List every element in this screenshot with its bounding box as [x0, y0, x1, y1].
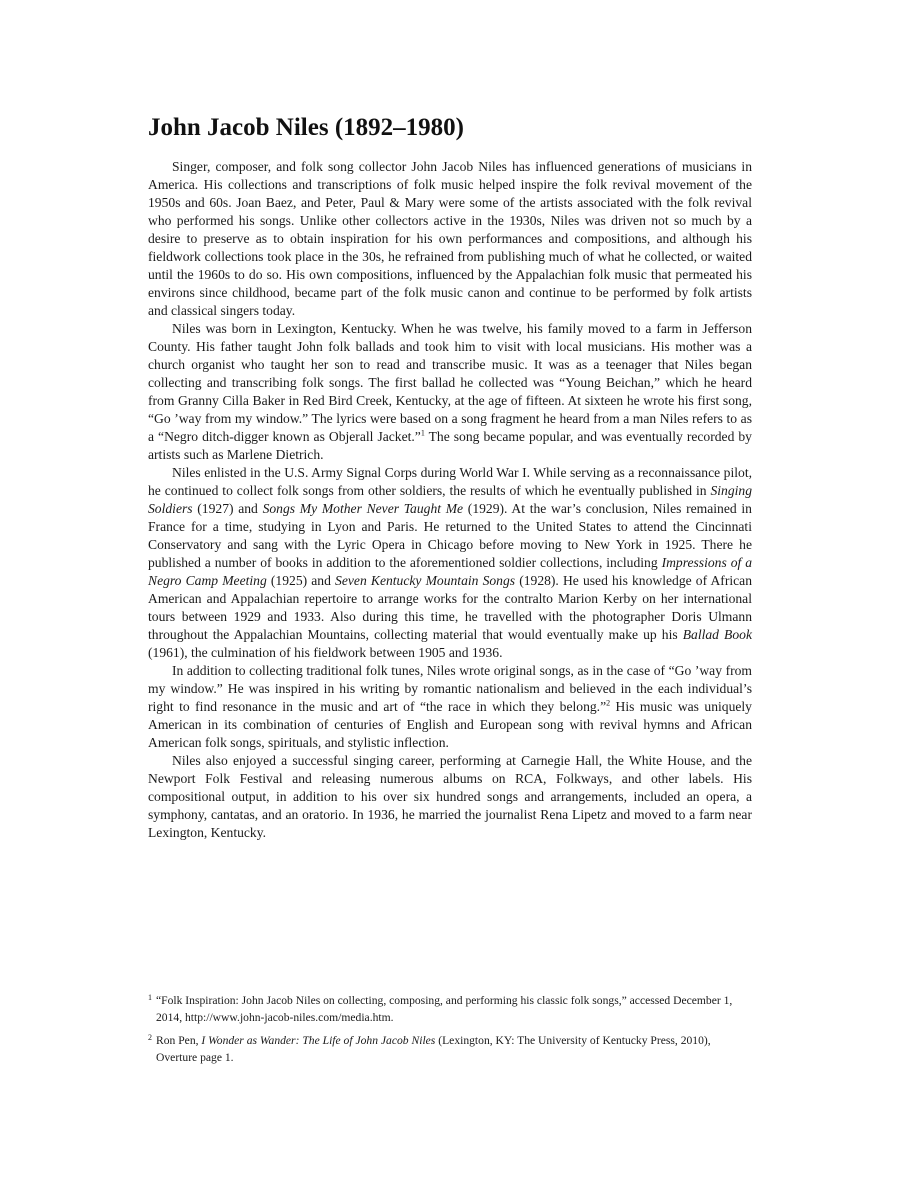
- footnote: [148, 1032, 752, 1066]
- text-run: Ron Pen,: [156, 1034, 202, 1047]
- document-page: [148, 112, 752, 842]
- page-title: John Jacob Niles (1892–1980): [148, 114, 464, 141]
- text-run: (1961), the culmination of his fieldwork between 1905 and 1936.: [148, 645, 503, 660]
- text-run: The song became popular, and was eventually recorded by artists such as Marlene Dietrich.: [148, 429, 752, 462]
- text-run: (1925) and: [266, 573, 336, 588]
- text-run: (Lexington, KY: The University of Kentucky Press, 2010), Overture page 1.: [156, 1034, 711, 1064]
- article-body: [148, 158, 752, 842]
- footnote-marker: 2: [148, 1033, 152, 1042]
- italic-title: Songs My Mother Never Taught Me: [262, 501, 464, 516]
- text-run: Niles was born in Lexington, Kentucky. When he was twelve, his family moved to a farm in Jefferson County. His father taught John folk ballads and took him to visit with local musicians. His mother was a church organist who taught her son to read and transcribe music. It was as a teenager that Niles began collecting and transcribing folk songs. The first ballad he collected was “Young Beichan,” which he heard from Granny Cilla Baker in Red Bird Creek, Kentucky, at the age of fifteen. At sixteen he wrote his first song, “Go ’way from my window.” The lyrics were based on a song fragment he heard from a man Niles refers to as a “Negro ditch-digger known as Objerall Jacket.”: [148, 321, 752, 444]
- footnote-marker: 1: [148, 993, 152, 1002]
- text-run: In addition to collecting traditional folk tunes, Niles wrote original songs, as in the case of “Go ’way from my window.” He was inspired in his writing by romantic nationalism and believed in the each individual’s right to find resonance in the music and art of “the race in which they belong.”: [148, 663, 752, 714]
- body-paragraph: [148, 464, 752, 662]
- body-paragraph: [148, 320, 752, 464]
- footnote-reference: 2: [606, 698, 611, 708]
- footnote-reference: 1: [420, 428, 425, 438]
- text-run: Singer, composer, and folk song collector John Jacob Niles has influenced generations of musicians in America. His collections and transcriptions of folk music helped inspire the folk revival movement of the 1950s and 60s. Joan Baez, and Peter, Paul & Mary were some of the artists associated with the folk revival who performed his songs. Unlike other collectors active in the 1930s, Niles was driven not so much by a desire to preserve as to obtain inspiration for his own performances and compositions, and although his fieldwork collections took place in the 30s, he refrained from publishing much of what he collected, or waited until the 1960s to do so. His own compositions, influenced by the Appalachian folk music that permeated his environs since childhood, became part of the folk music canon and continue to be performed by folk artists and classical singers today.: [148, 159, 752, 318]
- italic-title: Singing Soldiers: [148, 483, 752, 516]
- text-run: (1927) and: [192, 501, 263, 516]
- footnotes: [148, 992, 752, 1072]
- italic-title: Ballad Book: [682, 627, 752, 642]
- text-run: (1928). He used his knowledge of African American and Appalachian repertoire to arrange works for the contralto Marion Kerby on her international tours between 1929 and 1933. Also during this time, he travelled with the photographer Doris Ulmann throughout the Appalachian Mountains, collecting material that would eventually make up his: [148, 573, 752, 642]
- text-run: “Folk Inspiration: John Jacob Niles on collecting, composing, and performing his classic folk songs,” accessed December 1, 2014, http://www.john-jacob-niles.com/media.htm.: [156, 994, 733, 1024]
- text-run: His music was uniquely American in its combination of centuries of English and European song with revival hymns and African American folk songs, spirituals, and stylistic inflection.: [148, 699, 752, 750]
- body-paragraph: [148, 158, 752, 320]
- italic-title: I Wonder as Wander: The Life of John Jacob Niles: [201, 1034, 436, 1047]
- footnote-text: [156, 1032, 752, 1066]
- text-run: Niles also enjoyed a successful singing career, performing at Carnegie Hall, the White House, and the Newport Folk Festival and releasing numerous albums on RCA, Folkways, and other labels. His compositional output, in addition to his over six hundred songs and arrangements, included an opera, a symphony, cantatas, and an oratorio. In 1936, he married the journalist Rena Lipetz and moved to a farm near Lexington, Kentucky.: [148, 753, 752, 840]
- italic-title: Impressions of a Negro Camp Meeting: [148, 555, 752, 588]
- body-paragraph: [148, 752, 752, 842]
- text-run: Niles enlisted in the U.S. Army Signal Corps during World War I. While serving as a reconnaissance pilot, he continued to collect folk songs from other soldiers, the results of which he eventually published in: [148, 465, 752, 498]
- italic-title: Seven Kentucky Mountain Songs: [335, 573, 516, 588]
- body-paragraph: [148, 662, 752, 752]
- footnote: [148, 992, 752, 1026]
- text-run: (1929). At the war’s conclusion, Niles remained in France for a time, studying in Lyon and Paris. He returned to the United States to attend the Cincinnati Conservatory and sang with the Lyric Opera in Chicago before moving to New York in 1925. There he published a number of books in addition to the aforementioned soldier collections, including: [148, 501, 752, 570]
- footnote-text: [156, 992, 752, 1026]
